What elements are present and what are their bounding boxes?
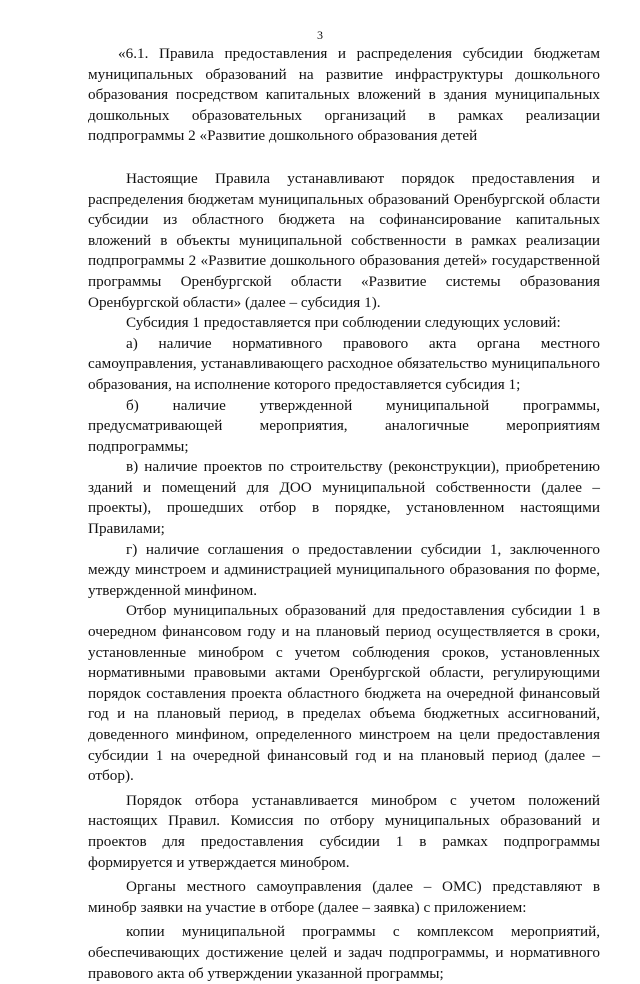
paragraph-conditions: Субсидия 1 предоставляется при соблюдении следующих условий: bbox=[126, 314, 561, 332]
paragraph-selection: Отбор муниципальных образований для предоставления субсидии 1 в очередном финансовом году и на плановый период осуществляется в сроки, установленные минобром с учетом соблюдения сроков, установленных нормативными правовыми актами Оренбургской области, регулирующими порядок составления проекта областного бюджета на очередной финансовый год и на плановый период, в пределах объема бюджетных ассигнований, доведенного минфином, определенного минстроем на цели предоставления субсидии 1 на очередной финансовый год и на плановый период (далее – отбор). bbox=[88, 602, 600, 785]
paragraph-condition-b: б) наличие утвержденной муниципальной программы, предусматривающей мероприятия, аналогичные мероприятиям подпрограммы; bbox=[88, 396, 600, 455]
page-number: 3 bbox=[317, 28, 323, 42]
paragraph-condition-a: а) наличие нормативного правового акта органа местного самоуправления, устанавливающего расходное обязательство муниципального образования, на исполнение которого предоставляется субсидия 1; bbox=[88, 334, 600, 393]
document-body bbox=[88, 44, 600, 984]
paragraph-applications: Органы местного самоуправления (далее – ОМС) представляют в минобр заявки на участие в отборе (далее – заявка) с приложением: bbox=[88, 878, 600, 916]
paragraph-selection-procedure: Порядок отбора устанавливается минобром с учетом положений настоящих Правил. Комиссия по отбору муниципальных образований и проектов для предоставления субсидии 1 в рамках подпрограммы формируется и утверждается минобром. bbox=[88, 791, 600, 871]
section-heading: «6.1. Правила предоставления и распределения субсидии бюджетам муниципальных образований на развитие инфраструктуры дошкольного образования посредством капитальных вложений в здания муниципальных дошкольных образовательных организаций в рамках реализации подпрограммы 2 «Развитие дошкольного образования детей bbox=[88, 45, 600, 145]
paragraph-attachments: копии муниципальной программы с комплексом мероприятий, обеспечивающих достижение целей и задач подпрограммы, и нормативного правового акта об утверждении указанной программы; bbox=[88, 923, 600, 982]
paragraph-intro: Настоящие Правила устанавливают порядок предоставления и распределения бюджетам муниципальных образований Оренбургской области субсидии из областного бюджета на софинансирование капитальных вложений в объекты муниципальной собственности в рамках реализации подпрограммы 2 «Развитие дошкольного образования детей» государственной программы Оренбургской области «Развитие системы образования Оренбургской области» (далее – субсидия 1). bbox=[88, 169, 600, 311]
paragraph-condition-g: г) наличие соглашения о предоставлении субсидии 1, заключенного между минстроем и администрацией муниципального образования по форме, утвержденной минфином. bbox=[88, 540, 600, 599]
paragraph-condition-v: в) наличие проектов по строительству (реконструкции), приобретению зданий и помещений для ДОО муниципальной собственности (далее – проекты), прошедших отбор в порядке, установленном настоящими Правилами; bbox=[88, 458, 600, 538]
